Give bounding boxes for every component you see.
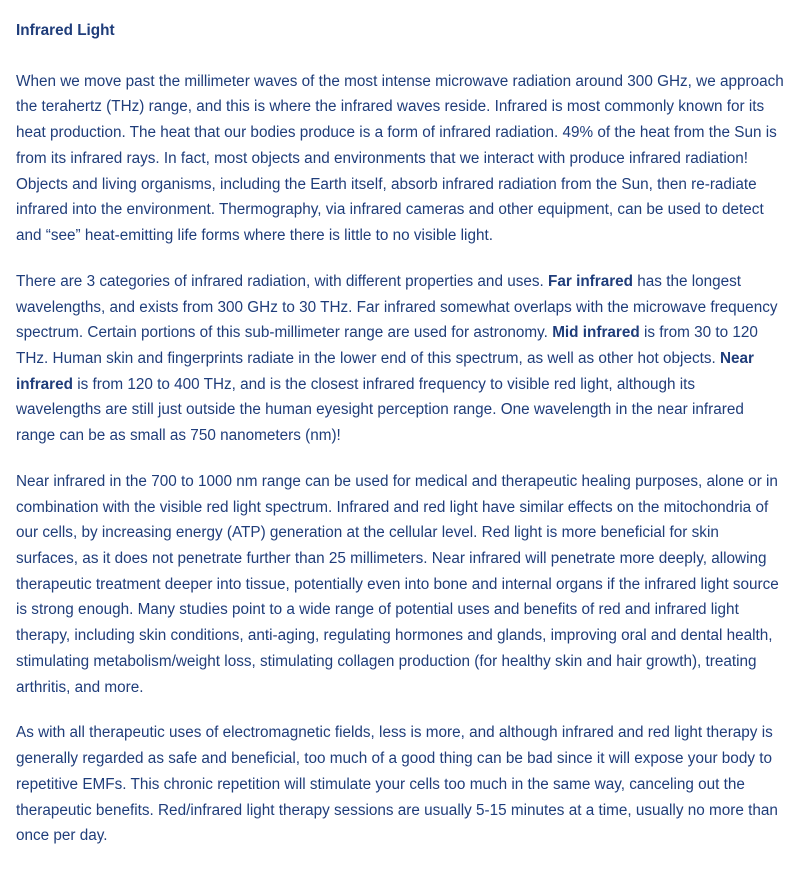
article-title: Infrared Light [16,22,115,39]
paragraph-categories [16,269,784,449]
term-near-infrared: Near infrared [16,349,755,393]
paragraph-intro: When we move past the millimeter waves of the most intense microwave radiation around 300 GHz, we approach the terahertz (THz) range, and this is where the infrared waves reside. Infrared is most commonly known for its heat production. The heat that our bodies produce is a form of infrared radiation. 49% of the heat from the Sun is from its infrared rays. In fact, most objects and environments that we interact with produce infrared radiation! Objects and living organisms, including the Earth itself, absorb infrared radiation from the Sun, then re-radiate infrared into the environment. Thermography, via infrared cameras and other equipment, can be used to detect and “see” heat-emitting life forms where there is little to no visible light. [16,72,784,244]
term-far-infrared: Far infrared [548,272,634,290]
paragraph-text: There are 3 categories of infrared radiation, with different properties and uses. [16,272,549,290]
paragraph-safety: As with all therapeutic uses of electromagnetic fields, less is more, and although infrared and red light therapy is generally regarded as safe and beneficial, too much of a good thing can be bad since it will expose your body to repetitive EMFs. This chronic repetition will stimulate your cells too much in the same way, canceling out the therapeutic benefits. Red/infrared light therapy sessions are usually 5-15 minutes at a time, usually no more than once per day. [16,724,778,845]
paragraph-text: has the longest wavelengths, and exists from 300 GHz to 30 THz. Far infrared somewhat overlaps with the microwave frequency spectrum. Certain portions of this sub-millimeter range are used for astronomy. [16,272,778,342]
paragraph-text: is from 30 to 120 THz. Human skin and fingerprints radiate in the lower end of this spectrum, as well as other hot objects. [16,324,758,367]
paragraph-therapy: Near infrared in the 700 to 1000 nm range can be used for medical and therapeutic healing purposes, alone or in combination with the visible red light spectrum. Infrared and red light have similar effects on the mitochondria of our cells, by increasing energy (ATP) generation at the cellular level. Red light is more beneficial for skin surfaces, as it does not penetrate further than 25 millimeters. Near infrared will penetrate more deeply, allowing therapeutic treatment deeper into tissue, potentially even into bone and internal organs if the infrared light source is strong enough. Many studies point to a wide range of potential uses and benefits of red and infrared light therapy, including skin conditions, anti-aging, regulating hormones and glands, improving oral and dental health, stimulating metabolism/weight loss, stimulating collagen production (for healthy skin and hair growth), treating arthritis, and more. [16,472,779,696]
term-mid-infrared: Mid infrared [552,324,640,342]
article-body [16,18,784,869]
paragraph-text: is from 120 to 400 THz, and is the closest infrared frequency to visible red light, although its wavelengths are still just outside the human eyesight perception range. One wavelength in the near infrared range can be as small as 750 nanometers (nm)! [16,375,744,445]
